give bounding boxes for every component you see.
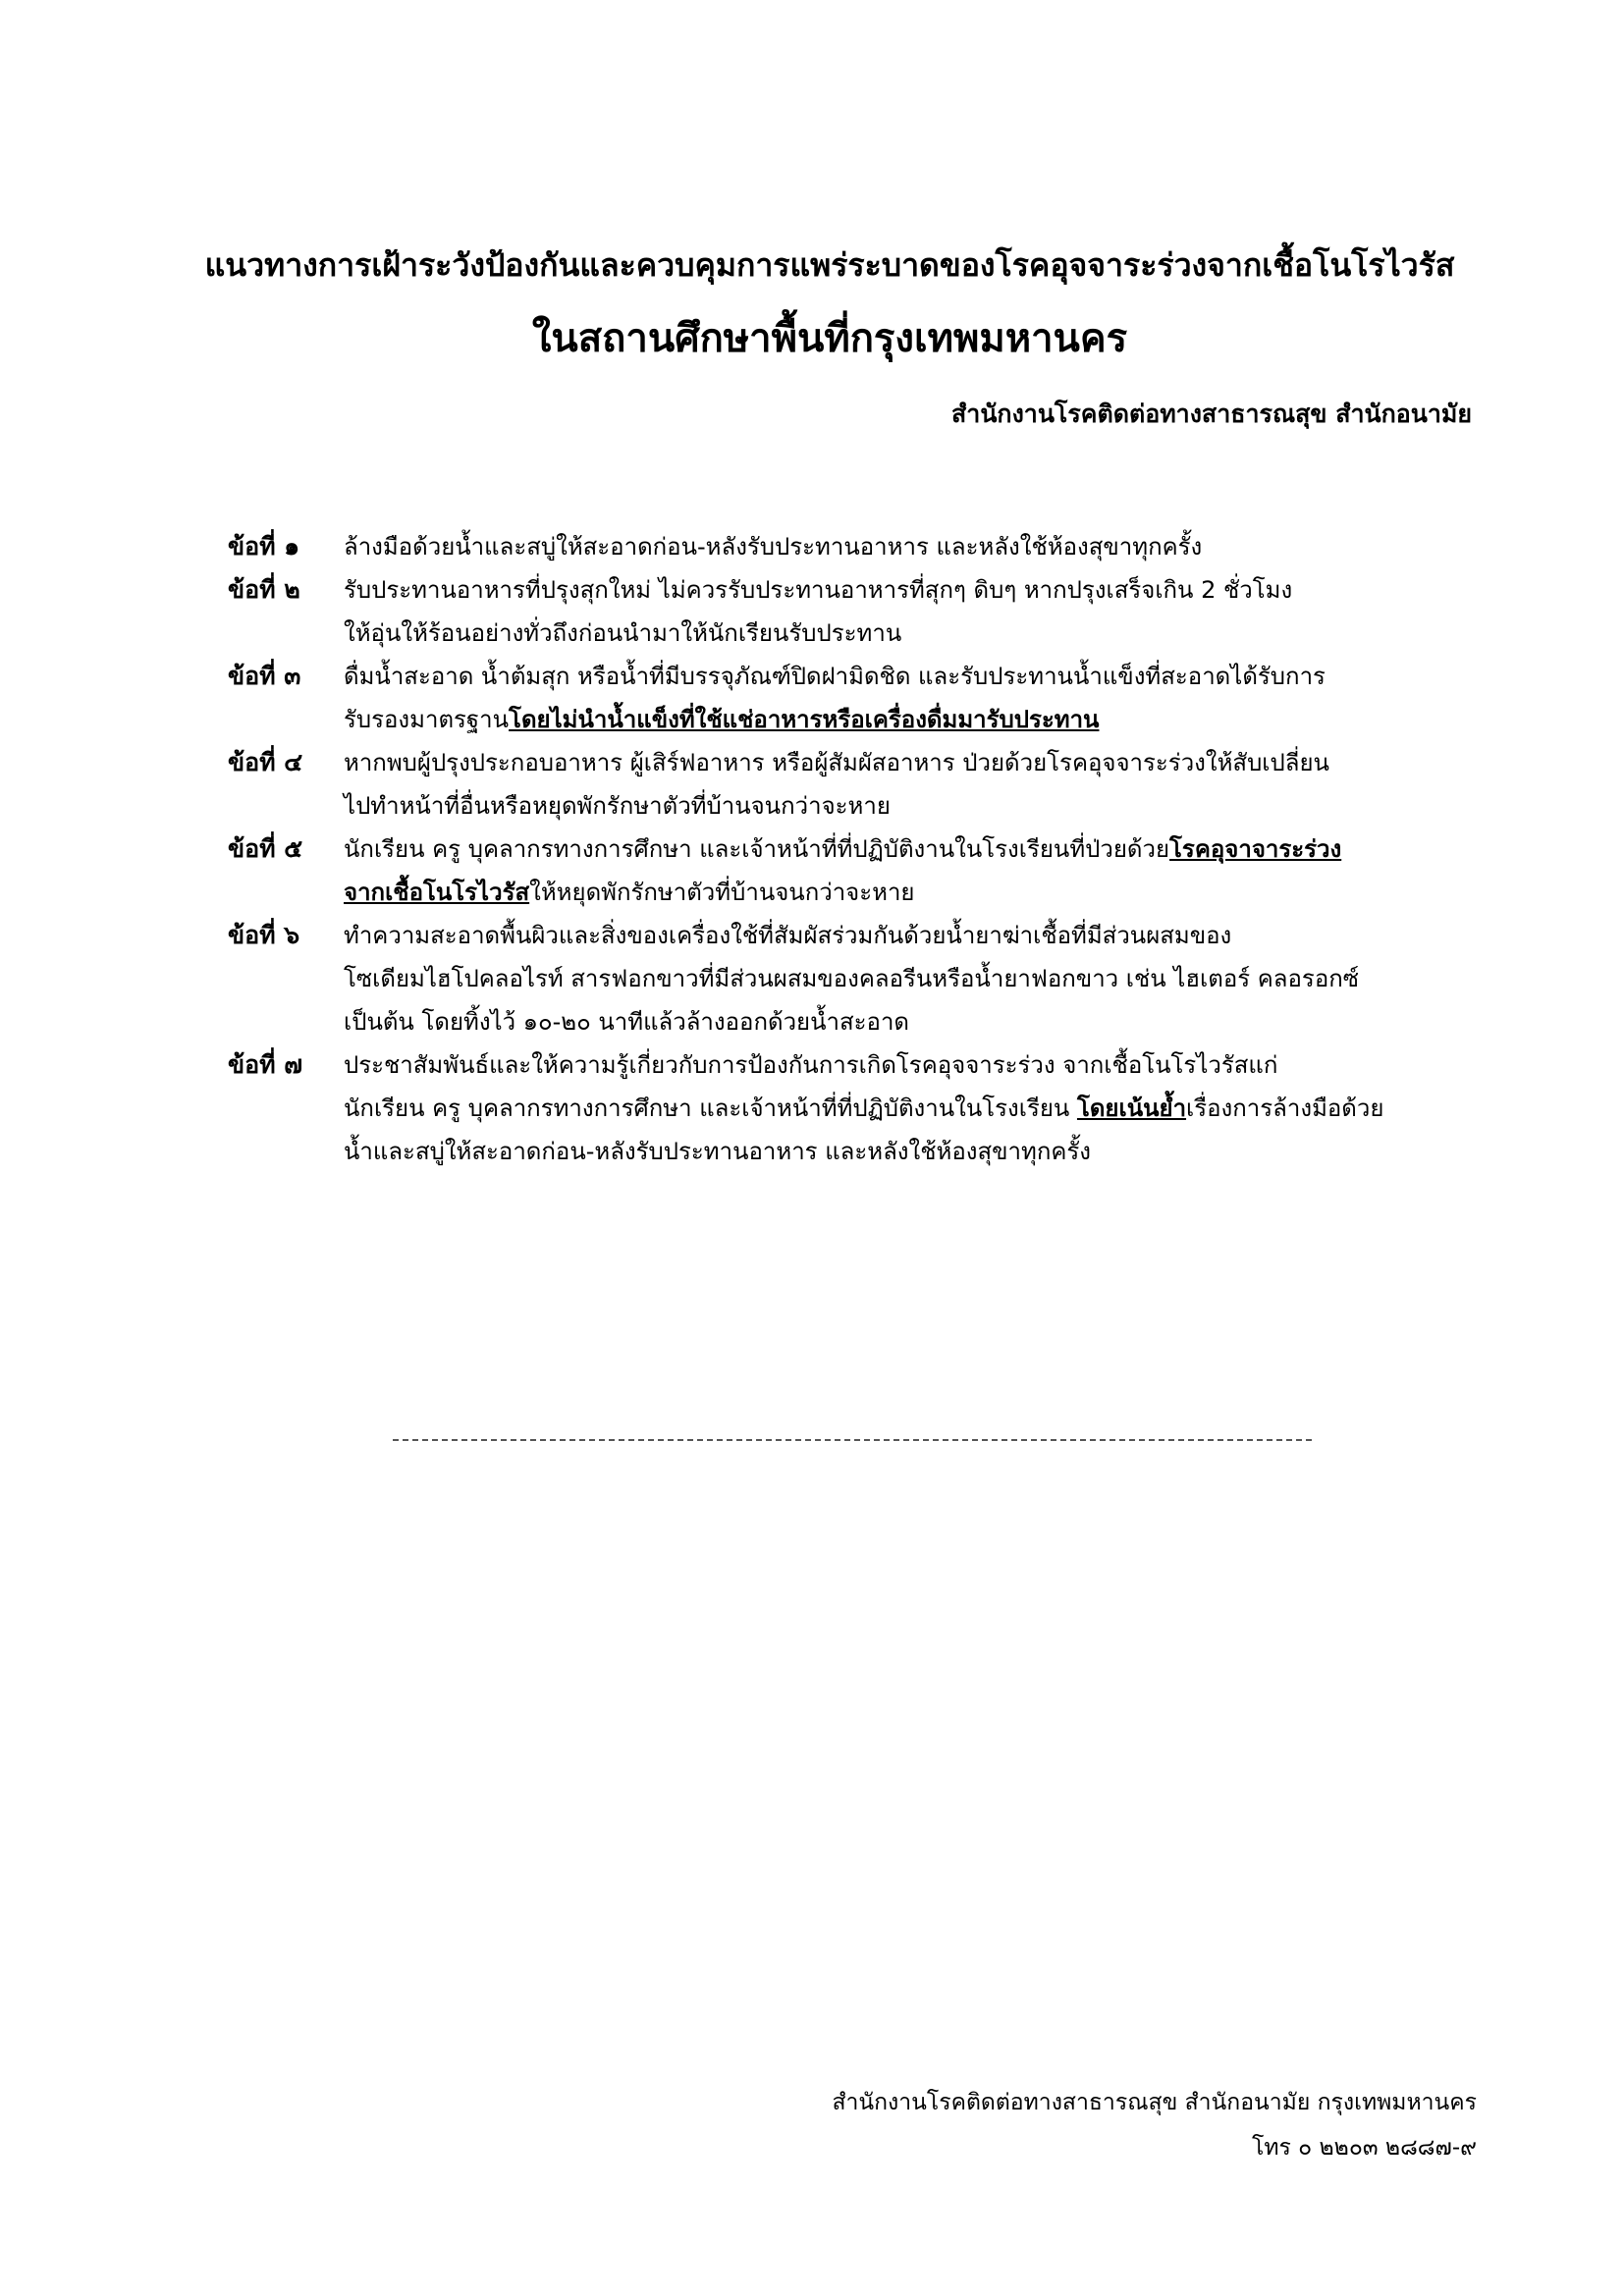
item-text — [344, 828, 1494, 914]
item-label: ข้อที่ ๖ — [228, 921, 300, 949]
item-text — [344, 568, 1494, 655]
item-line: รับประทานอาหารที่ปรุงสุกใหม่ ไม่ควรรับประทานอาหารที่สุกๆ ดิบๆ หากปรุงเสร็จเกิน 2 ชั่วโมง — [344, 576, 1293, 604]
guideline-list — [228, 525, 1494, 1173]
footer-agency: สำนักงานโรคติดต่อทางสาธารณสุข สำนักอนามัย กรุงเทพมหานคร — [832, 2090, 1477, 2115]
item-line: ไปทำหน้าที่อื่นหรือหยุดพักรักษาตัวที่บ้านจนกว่าจะหาย — [344, 792, 891, 820]
guideline-item-4 — [228, 741, 1494, 828]
guideline-item-2 — [228, 568, 1494, 655]
item-line: หากพบผู้ปรุงประกอบอาหาร ผู้เสิร์ฟอาหาร หรือผู้สัมผัสอาหาร ป่วยด้วยโรคอุจจาระร่วงให้สับเปลี่ยน — [344, 749, 1329, 776]
guideline-item-6 — [228, 914, 1494, 1043]
item-line: ประชาสัมพันธ์และให้ความรู้เกี่ยวกับการป้องกันการเกิดโรคอุจจาระร่วง จากเชื้อโนโรไวรัสแก่ — [344, 1051, 1278, 1079]
item-text — [344, 914, 1494, 1043]
item-line — [344, 698, 1494, 741]
item-label: ข้อที่ ๑ — [228, 532, 300, 561]
footer-phone: โทร ๐ ๒๒๐๓ ๒๘๘๗-๙ — [1251, 2135, 1477, 2161]
item-line — [344, 871, 1494, 914]
document-title-line-2: ในสถานศึกษาพื้นที่กรุงเทพมหานคร — [531, 316, 1128, 361]
item-text — [344, 525, 1494, 568]
guideline-item-5 — [228, 828, 1494, 914]
item-label: ข้อที่ ๕ — [228, 834, 303, 863]
item-text-segment: นักเรียน ครู บุคลากรทางการศึกษา และเจ้าหน้าที่ที่ปฏิบัติงานในโรงเรียนที่ป่วยด้วย — [344, 835, 1170, 863]
item-line: ดื่มน้ำสะอาด น้ำต้มสุก หรือน้ำที่มีบรรจุภัณฑ์ปิดฝามิดชิด และรับประทานน้ำแข็งที่สะอาดได้รับการ — [344, 663, 1326, 690]
document-title-line-1: แนวทางการเฝ้าระวังป้องกันและควบคุมการแพร่ระบาดของโรคอุจจาระร่วงจากเชื้อโนโรไวรัส — [204, 246, 1455, 284]
item-label: ข้อที่ ๓ — [228, 662, 301, 690]
guideline-item-7 — [228, 1043, 1494, 1173]
item-line: ล้างมือด้วยน้ำและสบู่ให้สะอาดก่อน-หลังรับประทานอาหาร และหลังใช้ห้องสุขาทุกครั้ง — [344, 533, 1203, 561]
item-text — [344, 1043, 1494, 1173]
item-text — [344, 655, 1494, 741]
item-text-segment: เรื่องการล้างมือด้วย — [1186, 1095, 1384, 1122]
emphasized-text: โดยไม่นำน้ำแข็งที่ใช้แช่อาหารหรือเครื่องดื่มมารับประทาน — [509, 706, 1100, 733]
item-text-segment: รับรองมาตรฐาน — [344, 706, 510, 733]
issuing-agency: สำนักงานโรคติดต่อทางสาธารณสุข สำนักอนามัย — [951, 400, 1472, 428]
item-line: โซเดียมไฮโปคลอไรท์ สารฟอกขาวที่มีส่วนผสมของคลอรีนหรือน้ำยาฟอกขาว เช่น ไฮเตอร์ คลอรอกซ์ — [344, 965, 1360, 992]
item-line: ทำความสะอาดพื้นผิวและสิ่งของเครื่องใช้ที่สัมผัสร่วมกันด้วยน้ำยาฆ่าเชื้อที่มีส่วนผสมของ — [344, 922, 1232, 949]
item-label: ข้อที่ ๒ — [228, 575, 300, 604]
item-text-segment: นักเรียน ครู บุคลากรทางการศึกษา และเจ้าหน้าที่ที่ปฏิบัติงานในโรงเรียน — [344, 1095, 1077, 1122]
guideline-item-1 — [228, 525, 1494, 568]
emphasized-text: โรคอุจาจาระร่วง — [1169, 835, 1342, 863]
item-line: น้ำและสบู่ให้สะอาดก่อน-หลังรับประทานอาหาร และหลังใช้ห้องสุขาทุกครั้ง — [344, 1138, 1092, 1165]
dashed-separator — [393, 1439, 1312, 1441]
item-line — [344, 1087, 1494, 1130]
item-text — [344, 741, 1494, 828]
item-line — [344, 828, 1494, 871]
item-label: ข้อที่ ๔ — [228, 748, 303, 776]
item-label: ข้อที่ ๗ — [228, 1050, 303, 1079]
emphasized-text: จากเชื้อโนโรไวรัส — [344, 879, 530, 906]
emphasized-text: โดยเน้นย้ำ — [1076, 1095, 1187, 1122]
guideline-item-3 — [228, 655, 1494, 741]
item-text-segment: ให้หยุดพักรักษาตัวที่บ้านจนกว่าจะหาย — [529, 879, 915, 906]
item-line: เป็นต้น โดยทิ้งไว้ ๑๐-๒๐ นาทีแล้วล้างออกด้วยน้ำสะอาด — [344, 1008, 909, 1036]
item-line: ให้อุ่นให้ร้อนอย่างทั่วถึงก่อนนำมาให้นักเรียนรับประทาน — [344, 619, 902, 647]
